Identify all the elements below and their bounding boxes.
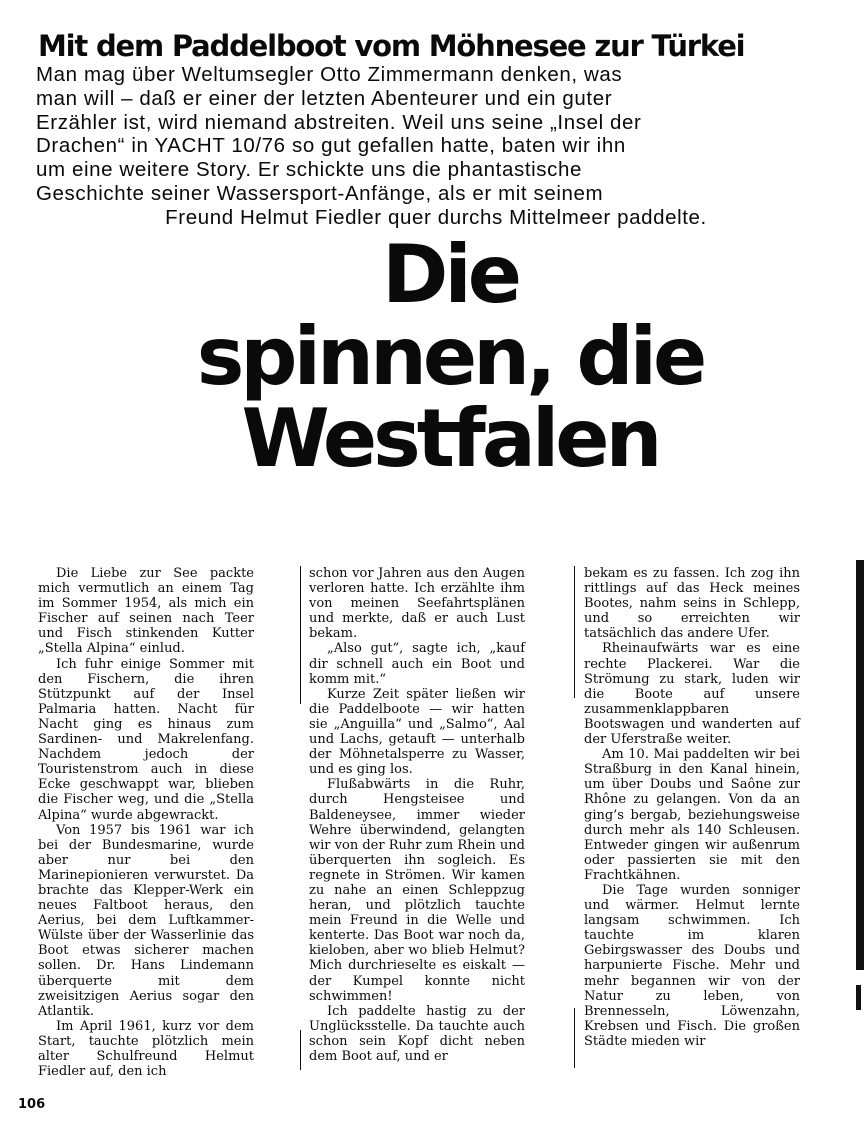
paragraph: Rheinaufwärts war es eine rechte Plackerei. War die Strömung zu stark, luden wir die Boote auf unsere zusammenklappbaren Bootswagen und wanderten auf der Uferstraße weiter. bbox=[584, 641, 800, 748]
scan-edge bbox=[856, 560, 864, 970]
intro-line: Man mag über Weltumsegler Otto Zimmermann denken, was bbox=[36, 63, 623, 86]
paragraph: Im April 1961, kurz vor dem Start, tauchte plötzlich mein alter Schulfreund Helmut Fiedler auf, den ich bbox=[38, 1018, 254, 1080]
intro-line: Geschichte seiner Wassersport-Anfänge, als er mit seinem bbox=[36, 181, 604, 205]
paragraph: bekam es zu fassen. Ich zog ihn rittlings auf das Heck meines Bootes, nahm seins in Schlepp, und so erreichten wir tatsächlich das andere Ufer. bbox=[584, 566, 800, 642]
paragraph: Am 10. Mai paddelten wir bei Straßburg in den Kanal hinein, um über Doubs und Saône zur Rhône zu gelangen. Von da an ging’s bergab, beziehungsweise durch mehr als 140 Schleusen. Entweder gingen wir außenrum oder passierten sie mit den Frachtkähnen. bbox=[584, 747, 800, 883]
intro-line: Freund Helmut Fiedler quer durchs Mittelmeer paddelte. bbox=[165, 205, 707, 229]
paragraph: Von 1957 bis 1961 war ich bei der Bundesmarine, wurde aber nur bei den Marinepionieren verwurstet. Da brachte das Klepper-Werk ein neues Faltboot heraus, den Aerius, bei dem Luftkammer-Wülste über der Wasserlinie das Boot etwas sicherer machen sollen. Dr. Hans Lindemann überquerte mit dem zweisitzigen Aerius sogar den Atlantik. bbox=[38, 822, 254, 1019]
headline-line: Die bbox=[381, 228, 519, 321]
paragraph: schon vor Jahren aus den Augen verloren hatte. Ich erzählte ihm von meinen Seefahrtsplänen und merkte, daß er auch Lust bekam. bbox=[309, 566, 525, 642]
paragraph: „Also gut“, sagte ich, „kauf dir schnell auch ein Boot und komm mit.“ bbox=[309, 641, 525, 687]
headline-line: spinnen, die bbox=[196, 310, 704, 403]
headline-line: Westfalen bbox=[241, 392, 659, 485]
intro-line: man will – daß er einer der letzten Abenteurer und ein guter bbox=[36, 86, 613, 110]
text-column-1 bbox=[38, 566, 254, 1079]
intro-line: Drachen“ in YACHT 10/76 so gut gefallen hatte, baten wir ihn bbox=[36, 134, 626, 158]
text-column-2 bbox=[309, 566, 525, 1064]
article-kicker: Mit dem Paddelboot vom Möhnesee zur Türkei bbox=[38, 29, 745, 63]
page-number: 106 bbox=[18, 1097, 46, 1112]
paragraph: Kurze Zeit später ließen wir die Paddelboote — wir hatten sie „Anguilla“ und „Salmo“, Aal und Lachs, getauft — unterhalb der Möhnetalsperre zu Wasser, und es ging los. bbox=[309, 686, 525, 778]
column-rule bbox=[300, 566, 301, 704]
intro-line: um eine weitere Story. Er schickte uns die phantastische bbox=[36, 158, 582, 182]
column-rule bbox=[574, 1008, 575, 1068]
intro-line: Erzähler ist, wird niemand abstreiten. Weil uns seine „Insel der bbox=[36, 110, 642, 134]
paragraph: Flußabwärts in die Ruhr, durch Hengsteisee und Baldeneysee, immer wieder Wehre überwindend, gelangten wir von der Ruhr zum Rhein und überquerten ihn sogleich. Es regnete in Strömen. Wir kamen zu nahe an einen Schleppzug heran, und plötzlich tauchte mein Freund in die Welle und kenterte. Das Boot war noch da, kieloben, aber wo blieb Helmut? Mich durchrieselte es eiskalt — der Kumpel konnte nicht schwimmen! bbox=[309, 777, 525, 1004]
intro-paragraph bbox=[36, 63, 836, 230]
paragraph: Ich paddelte hastig zu der Unglücksstelle. Da tauchte auch schon sein Kopf dicht neben dem Boot auf, und er bbox=[309, 1003, 525, 1064]
column-rule bbox=[574, 566, 575, 698]
headline bbox=[150, 228, 750, 485]
paragraph: Ich fuhr einige Sommer mit den Fischern, die ihren Stützpunkt auf der Insel Palmaria hatten. Nacht für Nacht ging es hinaus zum Sardinen- und Makrelenfang. Nachdem jedoch der Touristenstrom auch in diese Ecke geschwappt war, blieben die Fischer weg, und die „Stella Alpina“ wurde abgewrackt. bbox=[38, 656, 254, 823]
column-rule bbox=[300, 1030, 301, 1070]
scan-edge bbox=[856, 985, 861, 1010]
text-column-3 bbox=[584, 566, 800, 1049]
paragraph: Die Tage wurden sonniger und wärmer. Helmut lernte langsam schwimmen. Ich tauchte im klaren Gebirgswasser des Doubs und harpunierte Fische. Mehr und mehr begannen wir von der Natur zu leben, von Brennesseln, Löwenzahn, Krebsen und Fisch. Die großen Städte mieden wir bbox=[584, 882, 800, 1049]
paragraph: Die Liebe zur See packte mich vermutlich an einem Tag im Sommer 1954, als mich ein Fischer auf seinen nach Teer und Fisch stinkenden Kutter „Stella Alpina“ einlud. bbox=[38, 566, 254, 657]
